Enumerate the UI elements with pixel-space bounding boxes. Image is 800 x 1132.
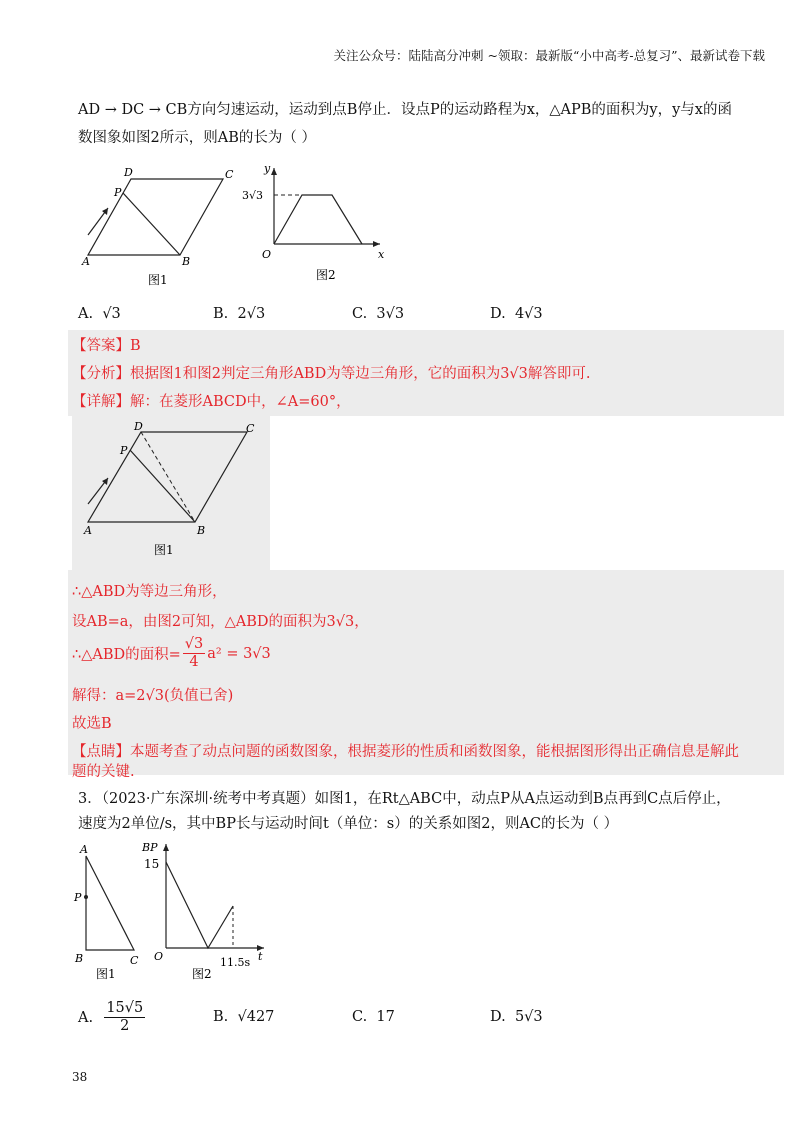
answer-line: 【答案】B — [72, 338, 141, 354]
sol-fig-label-b: B — [197, 524, 206, 537]
q3-option-b-value: √427 — [237, 1009, 275, 1025]
q2-option-b-value: 2√3 — [237, 306, 266, 322]
sol-fig-caption: 图1 — [154, 543, 174, 557]
q3-option-d-key: D. — [490, 1009, 506, 1025]
q2-option-d-value: 4√3 — [514, 306, 543, 322]
q2-option-a-value: √3 — [102, 306, 121, 322]
q2-option-d[interactable] — [490, 306, 543, 322]
q2-option-c-key: C. — [352, 306, 368, 322]
step3-fraction — [183, 636, 205, 672]
q3-option-c[interactable] — [352, 1009, 395, 1025]
q2-option-b[interactable] — [213, 306, 265, 322]
q3-stem-line2: 速度为2单位/s，其中BP长与运动时间t（单位：s）的关系如图2，则AC的长为（ ） — [78, 816, 619, 832]
q2-fig2-caption: 图2 — [316, 268, 336, 282]
q3-option-d-value: 5√3 — [514, 1009, 543, 1025]
comment-line1: 【点睛】本题考查了动点问题的函数图象，根据菱形的性质和函数图象，能根据图形得出正确信息是解此 — [72, 744, 739, 760]
q3-option-c-key: C. — [352, 1009, 368, 1025]
q2-option-d-key: D. — [490, 306, 506, 322]
q3-fig2-xtick: 11.5s — [220, 956, 251, 969]
q2-option-c[interactable] — [352, 306, 404, 322]
q2-fig1-label-p: P — [114, 186, 122, 199]
comment-line2: 题的关键. — [72, 764, 135, 780]
q2-fig2-ytick: 3√3 — [242, 189, 264, 202]
q2-stem-line2: 数图象如图2所示，则AB的长为（ ） — [78, 130, 316, 146]
q3-fig1-label-c: C — [130, 954, 139, 967]
q2-stem-line1: AD → DC → CB方向匀速运动，运动到点B停止．设点P的运动路程为x，△APB的面积为y，y与x的函 — [78, 102, 732, 118]
step3-left: ∴△ABD的面积= — [72, 647, 181, 664]
q3-fig2-origin: O — [154, 950, 164, 963]
page-header: 关注公众号：陆陆高分冲刺 ~领取：最新版“小中高考-总复习”、最新试卷下载 — [333, 48, 765, 63]
q3-option-a-fraction — [104, 1000, 145, 1036]
detail-line: 【详解】解：在菱形ABCD中，∠A=60°， — [72, 394, 351, 410]
q3-stem-line1: 3．（2023·广东深圳·统考中考真题）如图1，在Rt△ABC中，动点P从A点运动到B点再到C点后停止， — [78, 791, 731, 807]
solution-figure-panel — [72, 416, 270, 570]
q3-fig1-caption: 图1 — [96, 967, 116, 981]
step3-denominator: 4 — [189, 654, 199, 671]
page-number: 38 — [72, 1070, 88, 1084]
solution-figure-rhombus — [72, 416, 270, 570]
q3-figure1-triangle — [70, 840, 150, 985]
q3-fig2-ytick: 15 — [144, 857, 160, 871]
q2-fig1-label-b: B — [182, 255, 191, 268]
step1-line: ∴△ABD为等边三角形， — [72, 584, 227, 600]
q2-option-a[interactable] — [78, 306, 121, 322]
q3-fig2-caption: 图2 — [192, 967, 212, 981]
q2-option-b-key: B. — [213, 306, 229, 322]
sol-fig-label-c: C — [246, 422, 255, 435]
q2-fig1-label-d: D — [124, 166, 133, 179]
q2-fig2-axis-x: x — [378, 248, 385, 261]
q2-option-a-key: A. — [78, 306, 94, 322]
sol-fig-label-a: A — [84, 524, 92, 537]
q3-option-d[interactable] — [490, 1009, 543, 1025]
q3-option-a-den: 2 — [120, 1018, 130, 1035]
q3-fig1-label-b: B — [75, 952, 84, 965]
sol-fig-label-d: D — [134, 420, 143, 433]
step3-numerator: √3 — [183, 636, 205, 654]
q3-option-a-num: 15√5 — [104, 1000, 145, 1018]
step4-line: 解得：a=2√3(负值已舍) — [72, 688, 234, 704]
q2-option-c-value: 3√3 — [376, 306, 405, 322]
step3-right: a² = 3√3 — [207, 645, 271, 662]
step2-line: 设AB=a，由图2可知，△ABD的面积为3√3， — [72, 614, 369, 630]
q3-option-c-value: 17 — [376, 1009, 395, 1025]
q3-fig2-axis-x: t — [258, 950, 263, 963]
q3-option-a[interactable] — [78, 1000, 147, 1036]
q3-option-b-key: B. — [213, 1009, 229, 1025]
q3-option-b[interactable] — [213, 1009, 274, 1025]
q2-fig1-caption: 图1 — [148, 273, 168, 287]
q2-fig1-label-c: C — [225, 168, 234, 181]
q2-figure2-graph — [240, 158, 390, 288]
q3-fig2-axis-y: BP — [142, 841, 158, 854]
analysis-line: 【分析】根据图1和图2判定三角形ABD为等边三角形，它的面积为3√3解答即可. — [72, 366, 591, 382]
q3-fig1-label-a: A — [80, 843, 88, 856]
q3-figure2-graph — [140, 836, 275, 986]
q2-fig2-origin: O — [262, 248, 272, 261]
step5-line: 故选B — [72, 716, 112, 732]
step3-line — [72, 636, 271, 672]
sol-fig-label-p: P — [120, 444, 128, 457]
q2-fig1-label-a: A — [82, 255, 90, 268]
q3-fig1-label-p: P — [74, 891, 82, 904]
q2-figure1-rhombus — [78, 160, 258, 290]
q3-option-a-key: A. — [78, 1009, 94, 1026]
q2-fig2-axis-y: y — [264, 162, 271, 175]
